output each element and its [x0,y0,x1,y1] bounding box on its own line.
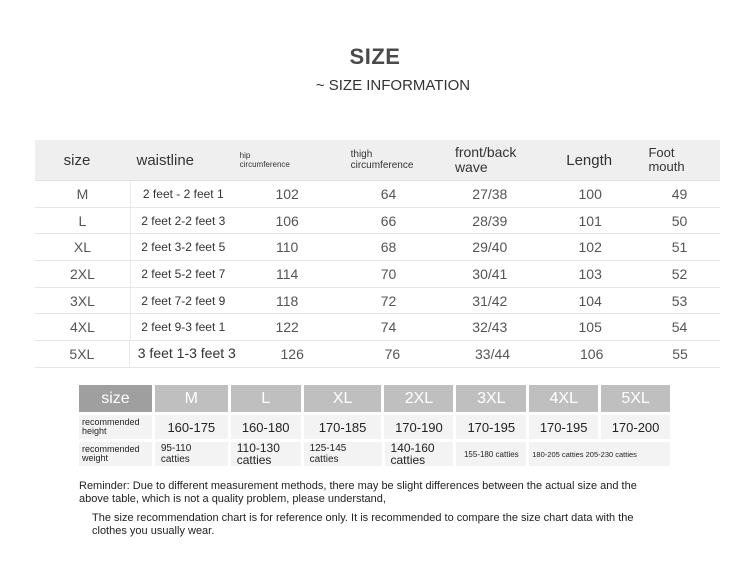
rec-header-size: size [79,385,152,412]
header-fb-line2: wave [454,159,488,175]
cell-front-back: 31/42 [472,292,508,309]
header-foot-line1: Foot [648,145,675,160]
cell-size: 2XL [69,265,95,282]
cell-hip: 118 [275,292,299,309]
header-foot-mouth [632,140,720,180]
cell-front-back: 27/38 [472,185,508,202]
rec-header-2xl: 2XL [384,385,453,412]
cell-hip: 106 [275,212,299,229]
cell-foot: 52 [671,265,688,282]
cell-length: 103 [578,265,602,282]
recommended-height-row [79,415,673,439]
header-thigh-line2: circumference [350,160,414,171]
size-table [35,140,720,368]
rec-height-label-line1: recommended [82,417,140,427]
table-row [35,234,720,261]
rec-height-5xl: 170-200 [601,415,670,439]
rec-height-label-line2: height [82,426,107,436]
rec-height-4xl: 170-195 [529,415,598,439]
cell-thigh: 66 [380,212,397,229]
recommendation-table [79,385,673,466]
table-row [35,261,720,288]
rec-weight-2xl-line1: 140-160 [390,441,435,455]
header-length: Length [566,151,613,169]
rec-weight-label-line2: weight [82,453,109,463]
rec-header-xl: XL [304,385,382,412]
cell-size: 5XL [69,345,95,362]
reminder-text: Reminder: Due to different measurement methods, there may be slight differences between the actual size and the above table, which is not a quality problem, please understand, [79,480,637,505]
cell-front-back: 32/43 [472,319,508,336]
cell-waistline: 2 feet 7-2 feet 9 [130,288,236,314]
rec-weight-l [231,442,301,466]
recommendation-header [79,385,673,412]
rec-weight-l-line2: catties [236,453,272,467]
header-thigh [331,140,439,180]
header-foot-line2: mouth [648,159,685,174]
rec-header-4xl: 4XL [529,385,598,412]
cell-size: M [76,185,89,202]
rec-weight-m [155,442,228,466]
header-hip [212,140,331,180]
cell-thigh: 74 [380,319,397,336]
rec-height-label [79,415,152,439]
table-row [35,341,720,368]
cell-size: L [78,212,87,229]
cell-waistline: 2 feet 5-2 feet 7 [130,261,236,287]
header-front-back-wave [439,140,546,180]
rec-weight-l-line1: 110-130 [236,441,280,455]
rec-header-l: L [231,385,301,412]
cell-front-back: 28/39 [472,212,508,229]
cell-waistline: 2 feet - 2 feet 1 [130,181,236,207]
cell-waistline: 2 feet 2-2 feet 3 [130,208,236,234]
rec-weight-label [79,442,152,466]
rec-weight-label-line1: recommended [82,444,140,454]
cell-thigh: 68 [380,239,397,256]
rec-weight-xl-line1: 125-145 [309,443,347,454]
cell-foot: 55 [672,345,688,362]
cell-foot: 53 [671,292,688,309]
cell-hip: 110 [275,239,299,256]
cell-length: 101 [578,212,602,229]
cell-length: 106 [580,345,604,362]
cell-length: 102 [578,239,602,256]
page-subtitle: ~ SIZE INFORMATION [315,77,471,94]
table-row [35,208,720,235]
cell-length: 100 [578,185,602,202]
table-row [35,288,720,315]
rec-weight-3xl: 155-180 catties [456,442,526,466]
rec-weight-2xl-line2: catties [390,453,426,467]
cell-length: 104 [578,292,602,309]
cell-foot: 50 [671,212,688,229]
rec-header-m: M [155,385,228,412]
cell-waistline: 2 feet 3-2 feet 5 [130,234,236,260]
cell-size: XL [73,239,91,256]
cell-thigh: 72 [380,292,397,309]
recommended-weight-row [79,442,673,466]
cell-hip: 122 [275,319,299,336]
rec-height-3xl: 170-195 [456,415,526,439]
cell-length: 105 [578,319,602,336]
cell-front-back: 29/40 [472,239,508,256]
header-hip-line1: hip [239,151,251,160]
header-hip-line2: circumference [239,160,290,169]
rec-header-5xl: 5XL [601,385,670,412]
cell-front-back: 30/41 [472,265,508,282]
rec-weight-xl [304,442,382,466]
header-waistline: waistline [136,151,195,169]
rec-height-l: 160-180 [231,415,301,439]
table-row [35,314,720,341]
rec-weight-m-line1: 95-110 [160,443,192,454]
table-row [35,181,720,208]
rec-weight-4xl-5xl: 180-205 catties 205-230 catties [529,442,670,466]
cell-hip: 126 [280,345,304,362]
reference-note: The size recommendation chart is for reference only. It is recommended to compare the size chart data with the clothes you usually wear. [92,512,634,537]
header-fb-line1: front/back [454,144,517,160]
cell-hip: 102 [275,185,299,202]
cell-foot: 51 [671,239,688,256]
cell-thigh: 70 [380,265,397,282]
cell-front-back: 33/44 [475,345,511,362]
cell-size: 3XL [69,292,95,309]
cell-waistline: 3 feet 1-3 feet 3 [129,341,242,367]
size-table-header [35,140,720,181]
cell-thigh: 76 [384,345,401,362]
cell-hip: 114 [275,265,299,282]
rec-height-2xl: 170-190 [384,415,453,439]
rec-height-m: 160-175 [155,415,228,439]
cell-foot: 49 [671,185,688,202]
header-size: size [63,151,91,169]
rec-weight-m-line2: catties [160,454,190,465]
rec-header-3xl: 3XL [456,385,526,412]
cell-thigh: 64 [380,185,397,202]
rec-height-xl: 170-185 [304,415,382,439]
header-thigh-line1: thigh [350,149,373,160]
cell-waistline: 2 feet 9-3 feet 1 [130,314,236,340]
rec-weight-2xl [385,442,454,466]
cell-size: 4XL [69,319,95,336]
rec-weight-xl-line2: catties [309,454,339,465]
page-title: SIZE [349,44,401,69]
cell-foot: 54 [671,319,688,336]
